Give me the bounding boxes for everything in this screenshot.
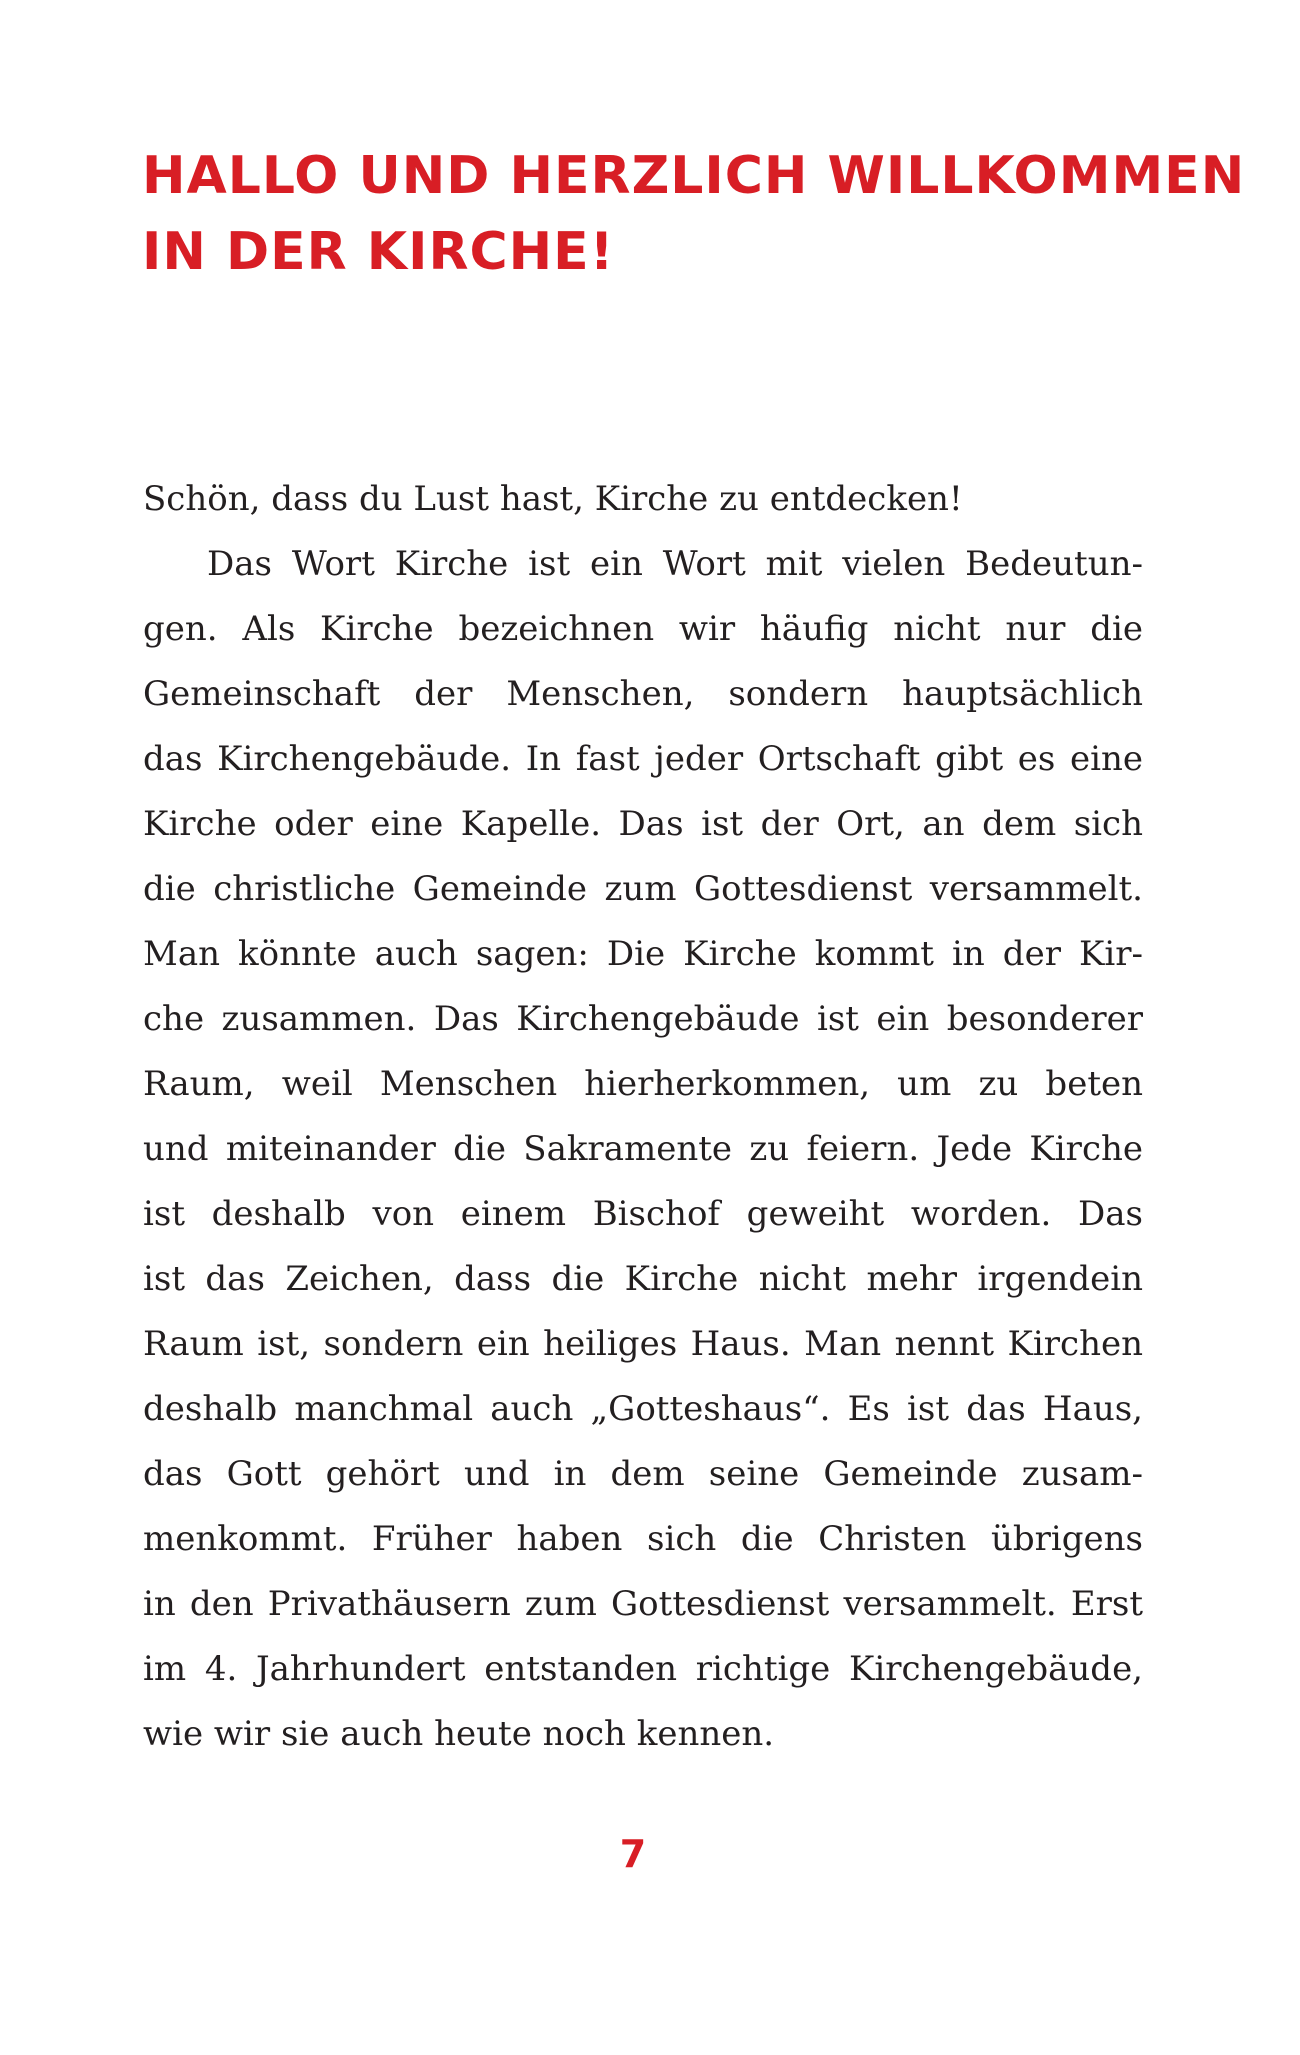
text-line: Gemeinschaft der Menschen, sondern hauptsächlich	[143, 674, 1143, 714]
text-line: das Gott gehört und in dem seine Gemeinde zusam-	[143, 1454, 1143, 1494]
text-line: Das Wort Kirche ist ein Wort mit vielen Bedeutun-	[207, 544, 1143, 584]
text-line: deshalb manchmal auch „Gotteshaus“. Es ist das Haus,	[143, 1389, 1143, 1429]
text-line: das Kirchengebäude. In fast jeder Ortschaft gibt es eine	[143, 739, 1143, 779]
text-line: die christliche Gemeinde zum Gottesdienst versammelt.	[143, 869, 1143, 909]
text-line: in den Privathäusern zum Gottesdienst versammelt. Erst	[143, 1584, 1143, 1624]
text-line: ist das Zeichen, dass die Kirche nicht mehr irgendein	[143, 1259, 1143, 1299]
text-line: im 4. Jahrhundert entstanden richtige Kirchengebäude,	[143, 1649, 1143, 1689]
text-line: ist deshalb von einem Bischof geweiht worden. Das	[143, 1194, 1143, 1234]
text-line: Raum, weil Menschen hierherkommen, um zu beten	[143, 1064, 1143, 1104]
heading-line-1: HALLO UND HERZLICH WILLKOMMEN	[142, 146, 1246, 206]
heading-line-2: IN DER KIRCHE!	[142, 222, 615, 282]
page-heading	[142, 138, 1246, 290]
text-line: Kirche oder eine Kapelle. Das ist der Ort, an dem sich	[143, 804, 1143, 844]
text-line: Schön, dass du Lust hast, Kirche zu entdecken!	[143, 479, 963, 519]
text-line: menkommt. Früher haben sich die Christen übrigens	[143, 1519, 1143, 1559]
page-number: 7	[619, 1832, 647, 1876]
text-line: Man könnte auch sagen: Die Kirche kommt in der Kir-	[143, 934, 1143, 974]
text-line: Raum ist, sondern ein heiliges Haus. Man nennt Kirchen	[143, 1324, 1143, 1364]
body-text	[143, 467, 1143, 1767]
text-line: und miteinander die Sakramente zu feiern. Jede Kirche	[143, 1129, 1143, 1169]
text-line: che zusammen. Das Kirchengebäude ist ein besonderer	[143, 999, 1143, 1039]
text-line: wie wir sie auch heute noch kennen.	[143, 1714, 775, 1754]
text-line: gen. Als Kirche bezeichnen wir häufig nicht nur die	[143, 609, 1143, 649]
